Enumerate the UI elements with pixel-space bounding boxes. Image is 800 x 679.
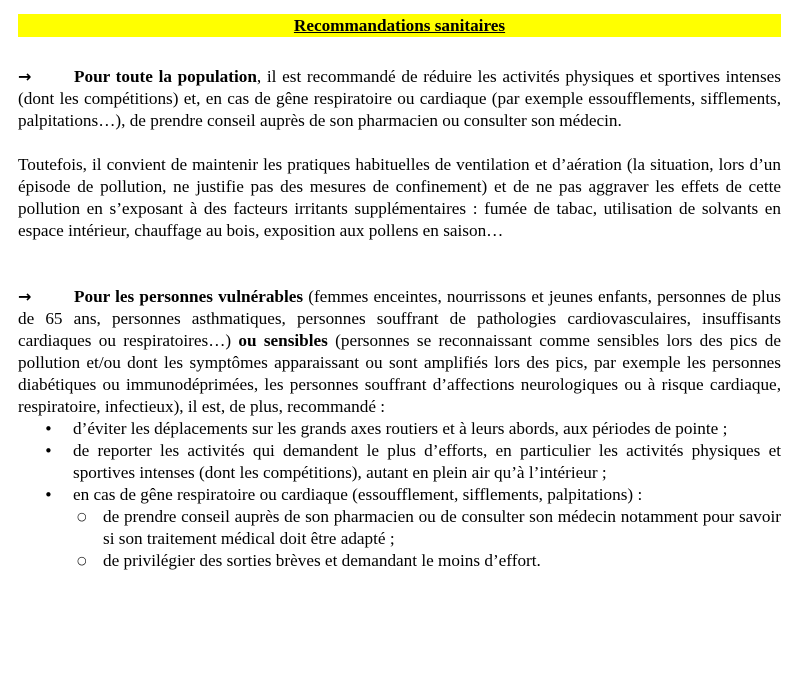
arrow-right-icon: → [18,67,32,86]
general-population-heading: Pour toute la population [74,67,257,86]
recommendation-list [18,418,781,572]
hollow-bullet-icon: ○ [77,554,87,567]
sub-list-item-text: de privilégier des sorties brèves et demandant le moins d’effort. [103,551,541,570]
sub-recommendation-list [73,506,781,572]
list-item-text: d’éviter les déplacements sur les grands axes routiers et à leurs abords, aux périodes de pointe ; [73,419,728,438]
general-population-text: , il est recommandé de réduire les activités physiques et sportives intenses (dont les compétitions) et, en cas de gêne respiratoire ou cardiaque (par exemple essoufflements, sifflements, palpitations…), de prendre conseil auprès de son pharmacien ou consulter son médecin. [18,67,781,130]
ventilation-paragraph: Toutefois, il convient de maintenir les pratiques habituelles de ventilation et d’aération (la situation, lors d’un épisode de pollution, ne justifie pas des mesures de confinement) et de ne pas aggraver les effets de cette pollution en s’exposant à des facteurs irritants supplémentaires : fumée de tabac, utilisation de solvants en espace intérieur, chauffage au bois, exposition aux pollens en saison… [18,155,781,240]
vulnerable-paragraph [18,286,781,418]
list-item-text: de reporter les activités qui demandent le plus d’efforts, en particulier les activités physiques et sportives intenses (dont les compétitions), autant en plein air qu’à l’intérieur ; [73,441,781,482]
vulnerable-heading: Pour les personnes vulnérables [74,287,304,306]
bullet-icon: • [44,442,53,460]
sub-list-item [73,506,781,550]
list-item [18,440,781,484]
spacer [18,132,781,154]
bullet-icon: • [44,420,53,438]
sensitive-heading: ou sensibles [238,331,328,350]
vulnerable-text-1: (femmes enceintes, nourrissons et jeunes enfants, personnes de plus de 65 ans, personnes asthmatiques, personnes souffrant de pathologies cardiovasculaires, insuffisants cardiaques ou respiratoires…) [18,287,781,350]
list-item [18,484,781,572]
bullet-icon: • [44,486,53,504]
vulnerable-text-2: (personnes se reconnaissant comme sensibles lors des pics de pollution et/ou dont les symptômes apparaissant ou sont amplifiés lors des pics, par exemple les personnes diabétiques ou immunodéprimées, les personnes souffrant d’affections neurologiques ou à risque cardiaque, respiratoire, infectieux), il est, de plus, recommandé : [18,331,781,416]
hollow-bullet-icon: ○ [77,510,87,523]
section-title-banner [18,14,781,37]
list-item-text: en cas de gêne respiratoire ou cardiaque (essoufflement, sifflements, palpitations) : [73,485,643,504]
sub-list-item [73,550,781,572]
sub-list-item-text: de prendre conseil auprès de son pharmacien ou de consulter son médecin notamment pour savoir si son traitement médical doit être adapté ; [103,507,781,548]
arrow-right-icon: → [18,287,32,306]
spacer [18,242,781,286]
list-item [18,418,781,440]
section-title: Recommandations sanitaires [293,16,506,35]
general-population-paragraph [18,66,781,132]
